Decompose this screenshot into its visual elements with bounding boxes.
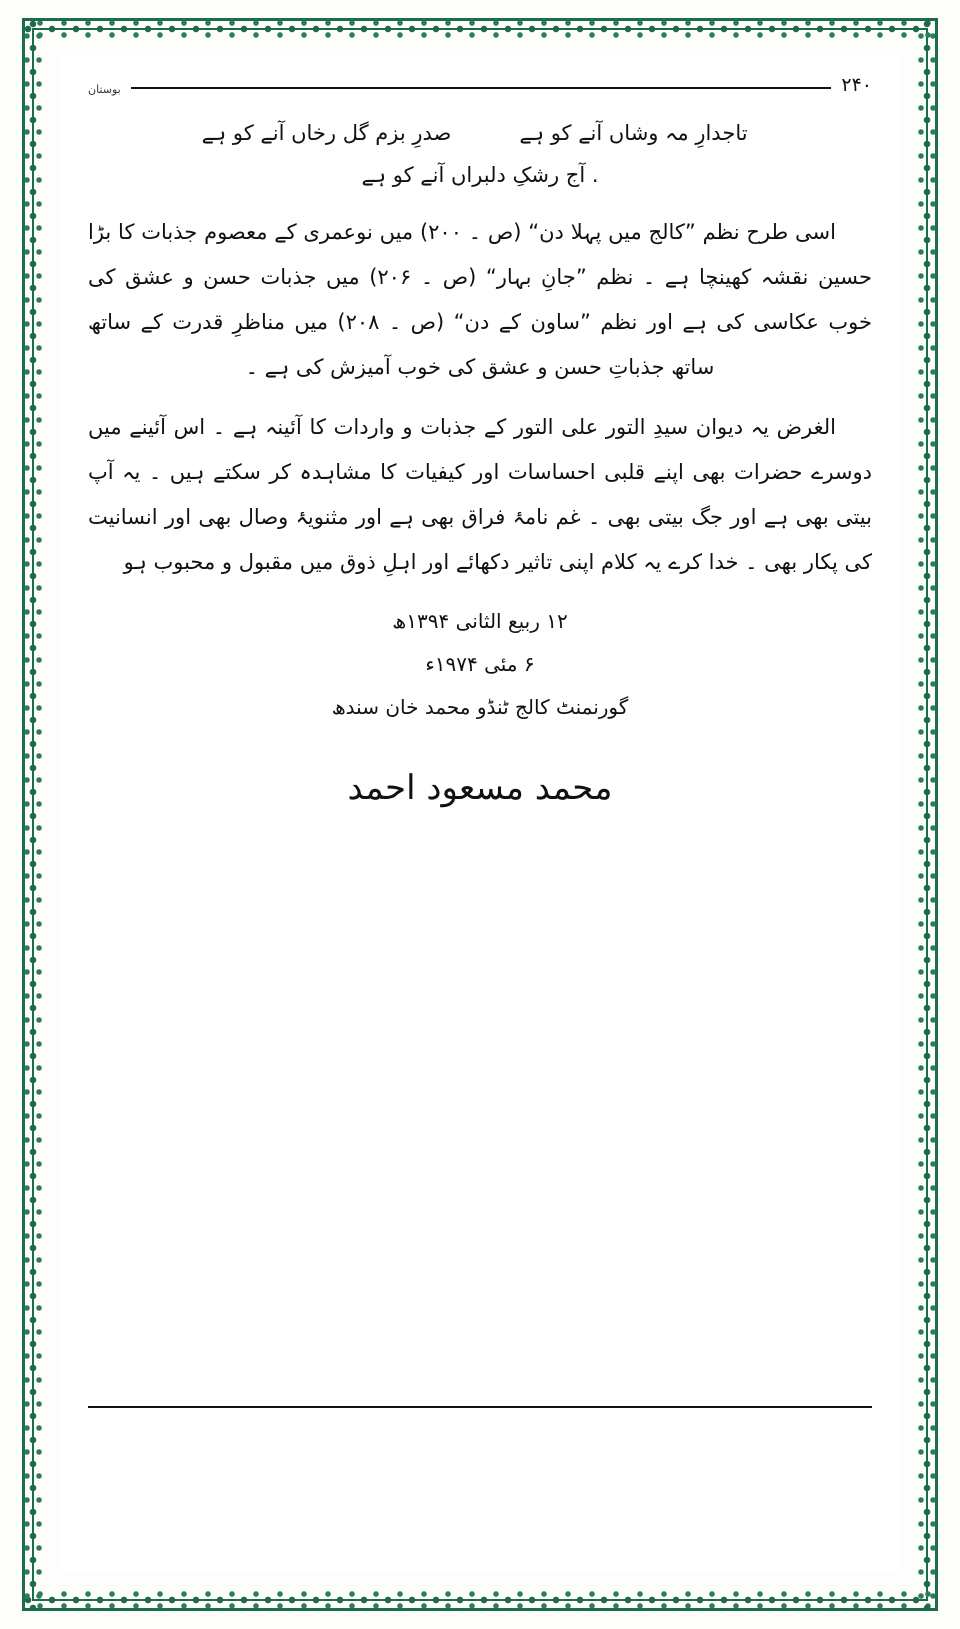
body-paragraph-2: الغرض یہ دیوان سیدِ التور علی التور کے جذبات و واردات کا آئینہ ہے ۔ اس آئینے میں دوسرے حضرات بھی اپنے قلبی احساسات اور کیفیات کا مشاہدہ کر سکتے ہیں ۔ یہ آپ بیتی بھی ہے اور جگ بیتی بھی ۔ غم نامۂ فراق بھی ہے اور مثنویۂ وصال بھی اور انسانیت کی پکار بھی ۔ خدا کرے یہ کلام اپنی تاثیر دکھائے اور اہلِ ذوق میں مقبول و محبوب ہو xyxy=(88,414,872,574)
colophon-hijri-date: ۱۲ ربیع الثانی ۱۳۹۴ھ xyxy=(392,609,568,634)
verse-hemistich-right: صدرِ بزم گل رخاں آنے کو ہے xyxy=(201,121,452,145)
verse-couplet xyxy=(88,112,872,154)
page-header xyxy=(88,74,872,96)
book-title-mark: بوستان xyxy=(88,83,121,97)
footer-divider xyxy=(88,1406,872,1408)
header-divider xyxy=(131,87,832,89)
colophon-gregorian-date: ۶ مئی ۱۹۷۴ء xyxy=(425,652,535,677)
verse-block xyxy=(88,112,872,196)
verse-hemistich-left: تاجدارِ مہ وشاں آنے کو ہے xyxy=(519,121,748,145)
colophon xyxy=(88,601,872,728)
blank-space xyxy=(88,808,872,928)
page-content xyxy=(62,56,898,1573)
page-number: ۲۴۰ xyxy=(841,74,872,96)
verse-closing-line: . آج رشکِ دلبراں آنے کو ہے xyxy=(361,163,599,187)
body-paragraph-1: اسی طرح نظم ”کالج میں پہلا دن“ (ص ۔ ۲۰۰) میں نوعمری کے معصوم جذبات کا بڑا حسین نقشہ کھینچا ہے ۔ نظم ”جانِ بہار“ (ص ۔ ۲۰۶) میں جذبات حسن و عشق کی خوب عکاسی کی ہے اور نظم ”ساون کے دن“ (ص ۔ ۲۰۸) میں مناظرِ قدرت کے ساتھ ساتھ جذباتِ حسن و عشق کی خوب آمیزش کی ہے ۔ xyxy=(88,220,872,380)
author-signature: محمد مسعود احمد xyxy=(347,768,613,809)
colophon-institution: گورنمنٹ کالج ٹنڈو محمد خان سندھ xyxy=(331,695,629,720)
